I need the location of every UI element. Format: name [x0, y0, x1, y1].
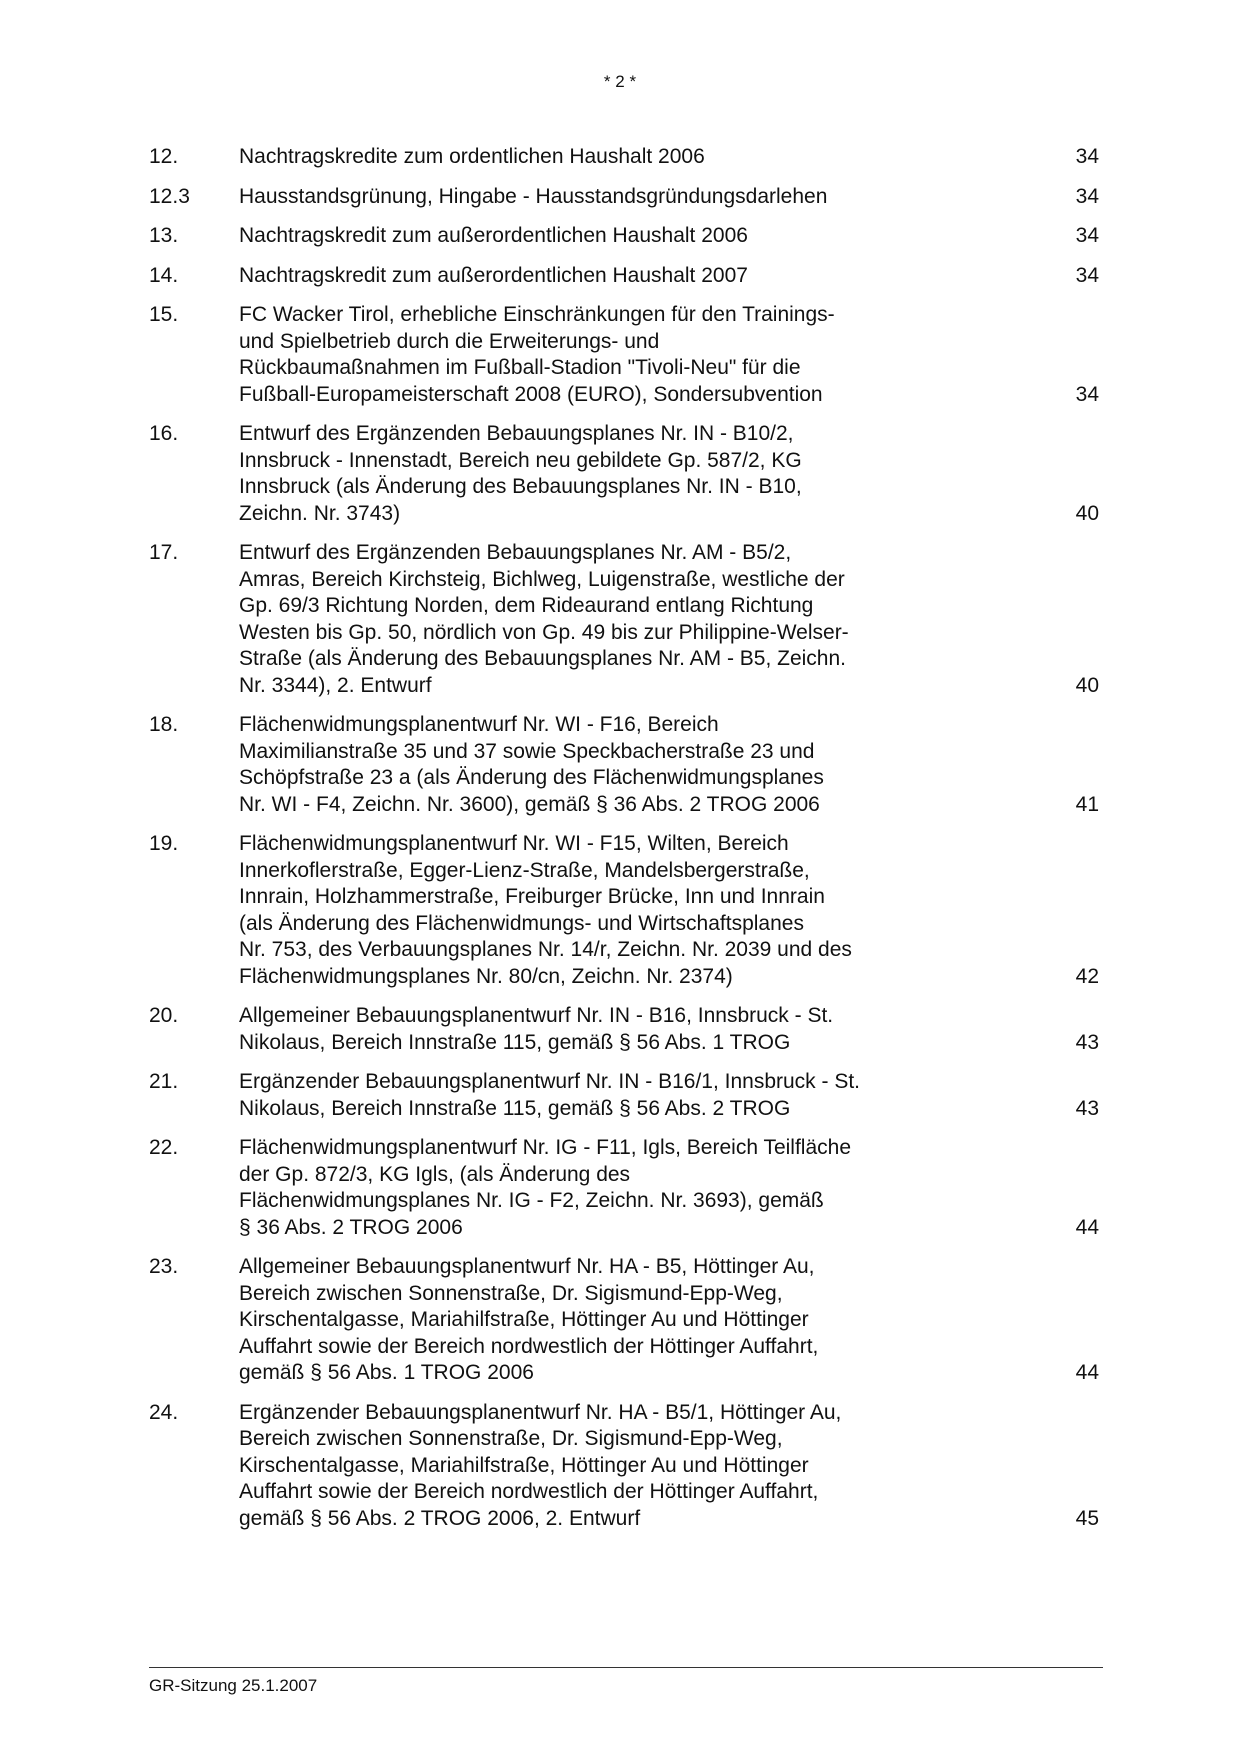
toc-entry — [149, 1003, 1099, 1056]
toc-entry — [149, 263, 1099, 290]
toc-entry-page: 45 — [1075, 1506, 1099, 1530]
toc-entry-title-line: Ergänzender Bebauungsplanentwurf Nr. HA - B5/1, Höttinger Au, — [239, 1400, 842, 1424]
toc-entry-number: 23. — [149, 1255, 179, 1278]
toc-entry-title-line: Bereich zwischen Sonnenstraße, Dr. Sigismund-Epp-Weg, — [239, 1281, 783, 1305]
toc-entry — [149, 184, 1099, 211]
footer-session-date: GR-Sitzung 25.1.2007 — [149, 1676, 318, 1695]
toc-entry — [149, 1135, 1099, 1241]
toc-entry-title-line: Ergänzender Bebauungsplanentwurf Nr. IN - B16/1, Innsbruck - St. — [239, 1070, 861, 1093]
toc-entry-title-line: Nr. 3344), 2. Entwurf — [239, 673, 432, 697]
toc-entry-page: 44 — [1075, 1361, 1099, 1384]
toc-entry — [149, 1254, 1099, 1387]
toc-entry-title-line: FC Wacker Tirol, erhebliche Einschränkungen für den Trainings- — [239, 303, 835, 326]
toc-entry-title-line: Innsbruck (als Änderung des Bebauungsplanes Nr. IN - B10, — [239, 475, 802, 498]
toc-entry-page: 40 — [1075, 673, 1099, 697]
toc-entry-page: 34 — [1075, 263, 1099, 287]
toc-entry-title-line: Auffahrt sowie der Bereich nordwestlich der Höttinger Auffahrt, — [239, 1480, 819, 1503]
toc-entry-number: 18. — [149, 713, 179, 736]
toc-entry-title-line: Gp. 69/3 Richtung Norden, dem Rideaurand entlang Richtung — [239, 594, 814, 617]
toc-entry-title-line: (als Änderung des Flächenwidmungs- und Wirtschaftsplanes — [239, 911, 804, 935]
toc-entry-title-line: Amras, Bereich Kirchsteig, Bichlweg, Luigenstraße, westliche der — [239, 567, 845, 591]
toc-entry-title-line: Kirschentalgasse, Mariahilfstraße, Höttinger Au und Höttinger — [239, 1453, 809, 1477]
toc-entry-title-line: Flächenwidmungsplanentwurf Nr. IG - F11, Igls, Bereich Teilfläche — [239, 1136, 852, 1159]
toc-entry — [149, 831, 1099, 990]
toc-entry-title — [239, 712, 939, 818]
toc-entry-number: 15. — [149, 303, 179, 326]
toc-entry-title-line: Nachtragskredite zum ordentlichen Haushalt 2006 — [239, 145, 705, 168]
toc-entry-page: 44 — [1075, 1215, 1099, 1239]
toc-entry-title-line: und Spielbetrieb durch die Erweiterungs- und — [239, 329, 660, 353]
toc-entry-title-line: der Gp. 872/3, KG Igls, (als Änderung des — [239, 1162, 631, 1186]
toc-entry-title — [239, 1069, 939, 1122]
toc-entry-title-line: § 36 Abs. 2 TROG 2006 — [239, 1215, 463, 1239]
toc-entry-title-line: Nachtragskredit zum außerordentlichen Haushalt 2006 — [239, 224, 748, 247]
toc-entry-number: 12.3 — [149, 184, 190, 208]
toc-entry-title-line: Allgemeiner Bebauungsplanentwurf Nr. IN - B16, Innsbruck - St. — [239, 1004, 834, 1027]
toc-entry-title-line: Flächenwidmungsplanentwurf Nr. WI - F16, Bereich — [239, 713, 719, 736]
toc-entry-title-line: Nr. 753, des Verbauungsplanes Nr. 14/r, Zeichn. Nr. 2039 und des — [239, 938, 852, 961]
toc-entry-title-line: Schöpfstraße 23 a (als Änderung des Flächenwidmungsplanes — [239, 766, 824, 789]
footer-divider — [149, 1667, 1103, 1668]
toc-entry-title — [239, 1400, 939, 1533]
toc-entry-title-line: Maximilianstraße 35 und 37 sowie Speckbacherstraße 23 und — [239, 739, 815, 763]
toc-entry-title — [239, 540, 939, 699]
toc-entry-title-line: Kirschentalgasse, Mariahilfstraße, Höttinger Au und Höttinger — [239, 1308, 809, 1331]
toc-entry-title — [239, 1003, 939, 1056]
toc-entry-page: 34 — [1075, 224, 1099, 247]
toc-entry — [149, 223, 1099, 250]
toc-entry — [149, 144, 1099, 171]
toc-entry-title — [239, 1254, 939, 1387]
toc-entry-title — [239, 144, 939, 171]
toc-entry-title-line: gemäß § 56 Abs. 2 TROG 2006, 2. Entwurf — [239, 1506, 641, 1530]
toc-entry-title — [239, 421, 939, 527]
toc-entry-title — [239, 831, 939, 990]
toc-entry-number: 20. — [149, 1004, 179, 1027]
toc-entry-title-line: Allgemeiner Bebauungsplanentwurf Nr. HA - B5, Höttinger Au, — [239, 1255, 815, 1278]
toc-entry-title-line: Flächenwidmungsplanentwurf Nr. WI - F15, Wilten, Bereich — [239, 832, 789, 855]
toc-entry — [149, 540, 1099, 699]
toc-entry-title — [239, 302, 939, 408]
toc-entry-title-line: Auffahrt sowie der Bereich nordwestlich der Höttinger Auffahrt, — [239, 1334, 819, 1358]
toc-entry-title-line: Hausstandsgrünung, Hingabe - Hausstandsgründungsdarlehen — [239, 184, 828, 208]
toc-entry-title-line: Rückbaumaßnahmen im Fußball-Stadion "Tivoli-Neu" für die — [239, 356, 801, 379]
toc-entry-title-line: Nikolaus, Bereich Innstraße 115, gemäß § 56 Abs. 1 TROG — [239, 1030, 791, 1054]
toc-entry-title-line: Zeichn. Nr. 3743) — [239, 501, 401, 525]
toc-entry-number: 24. — [149, 1400, 179, 1424]
toc-entry-title-line: gemäß § 56 Abs. 1 TROG 2006 — [239, 1361, 534, 1384]
toc-entry-title-line: Entwurf des Ergänzenden Bebauungsplanes Nr. AM - B5/2, — [239, 541, 792, 564]
toc-entry-title-line: Flächenwidmungsplanes Nr. IG - F2, Zeichn. Nr. 3693), gemäß — [239, 1189, 824, 1212]
toc-entry-title-line: Fußball-Europameisterschaft 2008 (EURO), Sondersubvention — [239, 382, 823, 406]
toc-entry-title-line: Westen bis Gp. 50, nördlich von Gp. 49 bis zur Philippine-Welser- — [239, 620, 849, 644]
toc-entry-title-line: Flächenwidmungsplanes Nr. 80/cn, Zeichn. Nr. 2374) — [239, 964, 733, 988]
toc-entry-number: 17. — [149, 541, 179, 564]
toc-entry-title-line: Innrain, Holzhammerstraße, Freiburger Brücke, Inn und Innrain — [239, 885, 825, 908]
toc-entry-page: 42 — [1075, 964, 1099, 988]
toc-entry-number: 22. — [149, 1136, 179, 1159]
toc-entry-title — [239, 1135, 939, 1241]
toc-entry-title-line: Innerkoflerstraße, Egger-Lienz-Straße, Mandelsbergerstraße, — [239, 858, 810, 882]
toc-entry-page: 34 — [1075, 184, 1099, 208]
toc-entry-number: 19. — [149, 832, 179, 855]
toc-entry-page: 41 — [1075, 792, 1099, 816]
toc-entry-page: 34 — [1075, 382, 1099, 406]
toc-entry — [149, 1400, 1099, 1533]
toc-entry-number: 13. — [149, 224, 179, 247]
toc-entry-title-line: Bereich zwischen Sonnenstraße, Dr. Sigismund-Epp-Weg, — [239, 1427, 783, 1450]
toc-entry — [149, 712, 1099, 818]
toc-entry-title — [239, 223, 939, 250]
toc-entry-number: 14. — [149, 263, 179, 287]
toc-entry-number: 21. — [149, 1070, 179, 1093]
toc-entry-title-line: Straße (als Änderung des Bebauungsplanes Nr. AM - B5, Zeichn. — [239, 647, 847, 670]
toc-entry-page: 43 — [1075, 1030, 1099, 1054]
toc-entry-number: 16. — [149, 422, 179, 445]
toc-entry-page: 40 — [1075, 501, 1099, 525]
toc-entry-title-line: Entwurf des Ergänzenden Bebauungsplanes Nr. IN - B10/2, — [239, 422, 794, 445]
toc-entry-title-line: Nr. WI - F4, Zeichn. Nr. 3600), gemäß § 36 Abs. 2 TROG 2006 — [239, 792, 820, 816]
toc-entry-page: 34 — [1075, 145, 1099, 168]
toc-entry-number: 12. — [149, 145, 179, 168]
toc-entry — [149, 1069, 1099, 1122]
toc-entry — [149, 421, 1099, 527]
toc-entry-title — [239, 263, 939, 290]
table-of-contents — [149, 144, 1099, 1545]
toc-entry — [149, 302, 1099, 408]
toc-entry-page: 43 — [1075, 1096, 1099, 1120]
toc-entry-title — [239, 184, 939, 211]
toc-entry-title-line: Nachtragskredit zum außerordentlichen Haushalt 2007 — [239, 263, 748, 287]
toc-entry-title-line: Nikolaus, Bereich Innstraße 115, gemäß § 56 Abs. 2 TROG — [239, 1096, 791, 1120]
toc-entry-title-line: Innsbruck - Innenstadt, Bereich neu gebildete Gp. 587/2, KG — [239, 448, 802, 472]
page-number: * 2 * — [603, 72, 637, 91]
